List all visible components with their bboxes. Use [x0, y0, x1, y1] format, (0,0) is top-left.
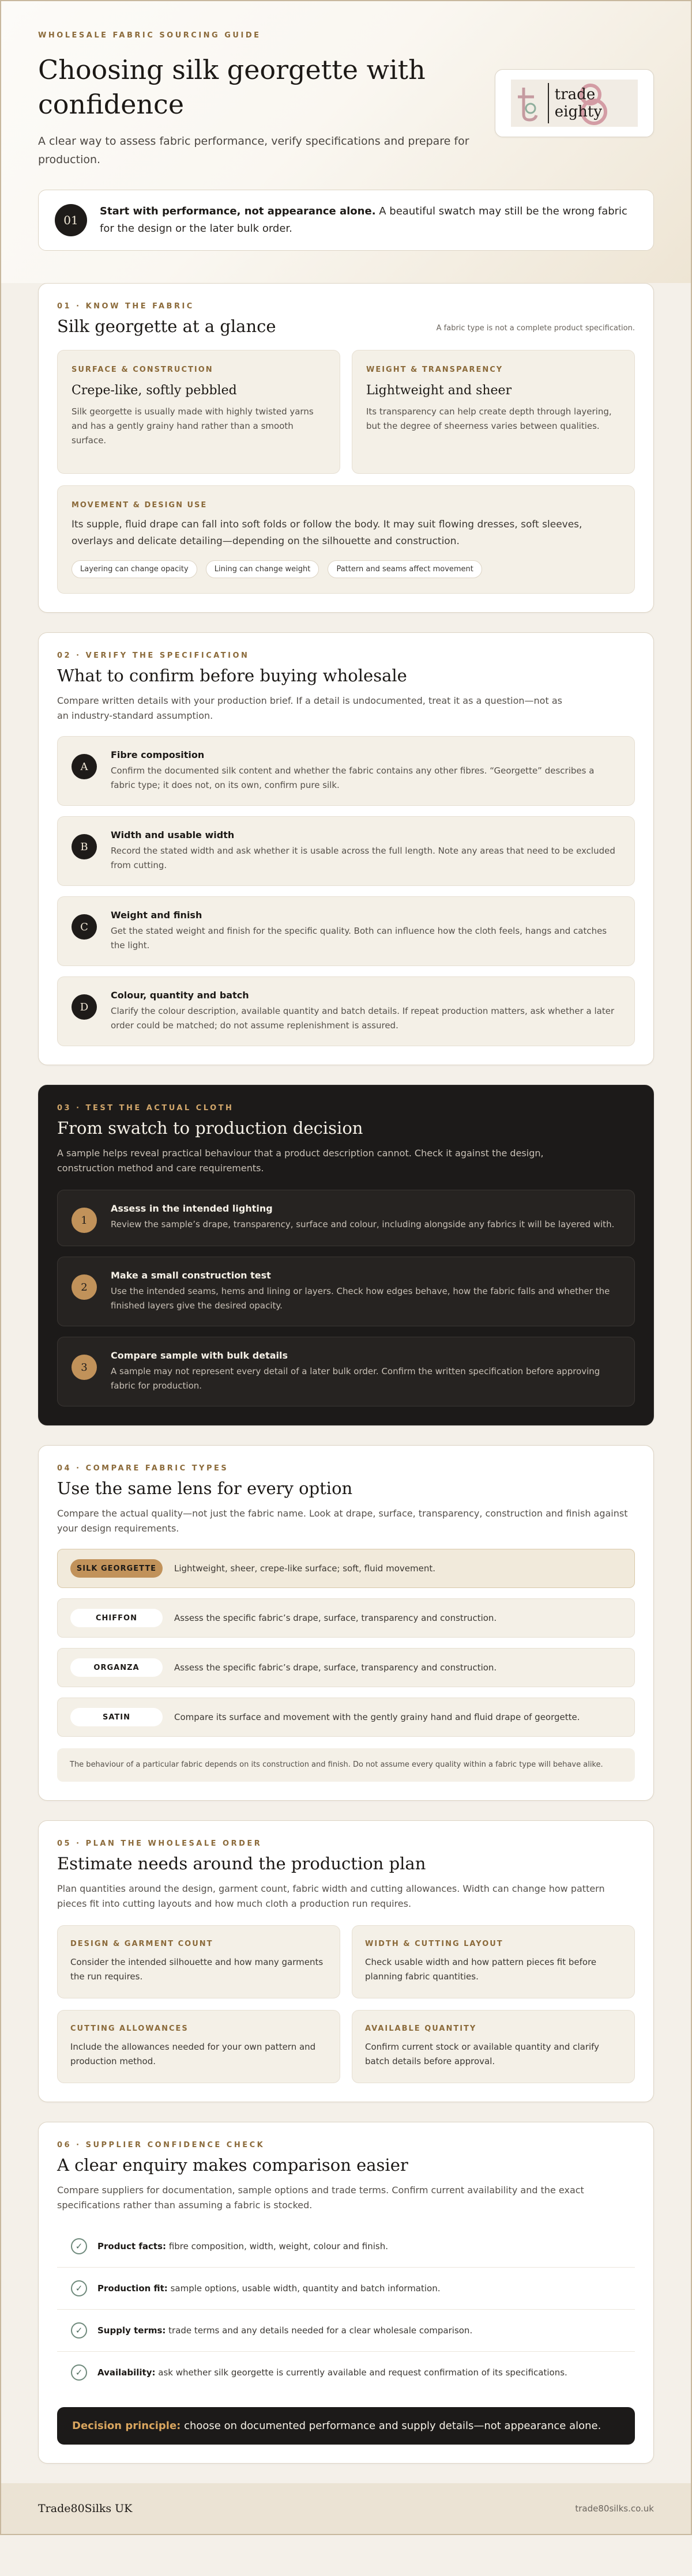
tile-title: Lightweight and sheer [366, 383, 512, 398]
checklist-item [57, 2310, 635, 2352]
fabric-tag: CHIFFON [70, 1609, 163, 1627]
section-kicker: 05 · PLAN THE WHOLESALE ORDER [57, 1839, 262, 1848]
step-title: Make a small construction test [111, 1270, 271, 1281]
section-intro: Compare the actual quality—not just the fabric name. Look at drape, surface, transparency, construction and finish against your design requirements. [57, 1508, 628, 1534]
footer-brand: Trade80Silks UK [38, 2502, 133, 2515]
checklist-item [57, 2226, 635, 2268]
checklist-item [57, 2352, 635, 2393]
check-text: fibre composition, width, weight, colour and finish. [166, 2241, 389, 2251]
step-badge: B [72, 834, 97, 859]
tile-cutting-allowances [57, 2010, 340, 2083]
step-badge: 2 [72, 1274, 97, 1300]
section-note: A fabric type is not a complete product specification. [436, 324, 635, 333]
step-body: Record the stated width and ask whether it is usable across the full length. Note any areas that need to be excluded from cutting. [111, 846, 615, 870]
step-body: Get the stated weight and finish for the specific quality. Both can influence how the cloth feels, hangs and catches the light. [111, 926, 607, 951]
spec-step [57, 976, 635, 1046]
tile-surface-construction [57, 350, 340, 474]
check-text: trade terms and any details needed for a clear wholesale comparison. [166, 2325, 473, 2336]
section-title: What to confirm before buying wholesale [57, 666, 407, 685]
logo-text: trade eighty [554, 86, 603, 120]
pill-layering: Layering can change opacity [72, 560, 197, 578]
tile-body: Include the allowances needed for your own pattern and production method. [70, 2042, 316, 2066]
section-intro: A sample helps reveal practical behaviour that a product description cannot. Check it against the design, construction method and care requirements. [57, 1148, 544, 1174]
step-title: Assess in the intended lighting [111, 1203, 273, 1214]
step-body: A sample may not represent every detail of a later bulk order. Confirm the written specification before approving fabric for production. [111, 1366, 600, 1391]
compare-row-organza[interactable] [57, 1648, 635, 1687]
step-title: Width and usable width [111, 829, 235, 840]
step-title: Compare sample with bulk details [111, 1350, 288, 1361]
test-step [57, 1257, 635, 1326]
step-title: Colour, quantity and batch [111, 990, 249, 1001]
test-step [57, 1337, 635, 1406]
check-label: Production fit: [97, 2283, 168, 2294]
tile-design-garment-count [57, 1925, 340, 1998]
tile-title: Crepe-like, softly pebbled [72, 383, 237, 398]
tile-kicker: WEIGHT & TRANSPARENCY [366, 365, 503, 374]
pill-lining: Lining can change weight [206, 560, 319, 578]
tile-kicker: AVAILABLE QUANTITY [365, 2024, 477, 2033]
compare-row-silk-georgette[interactable] [57, 1549, 635, 1588]
checklist-item [57, 2268, 635, 2310]
tile-movement-design-use [57, 485, 635, 594]
spec-step [57, 816, 635, 886]
tile-kicker: SURFACE & CONSTRUCTION [72, 365, 213, 374]
step-badge: A [72, 754, 97, 779]
check-icon: ✓ [71, 2364, 87, 2381]
fabric-tag: SATIN [70, 1708, 163, 1726]
step-badge: D [72, 994, 97, 1020]
supplier-checklist [57, 2226, 635, 2393]
step-title: Weight and finish [111, 910, 202, 921]
section-know-the-fabric [38, 283, 654, 613]
section-verify-specification [38, 632, 654, 1065]
footer [1, 2483, 691, 2534]
section-title: A clear enquiry makes comparison easier [57, 2155, 408, 2175]
brand-logo[interactable] [495, 69, 654, 137]
fabric-description: Compare its surface and movement with the gently grainy hand and fluid drape of georgette. [174, 1712, 580, 1722]
tile-body: Silk georgette is usually made with highly twisted yarns and has a gently grainy hand rather than a smooth surface. [72, 406, 314, 446]
callout-number: 01 [55, 204, 87, 236]
tile-kicker: WIDTH & CUTTING LAYOUT [365, 1940, 503, 1948]
decision-principle [57, 2407, 635, 2445]
tile-available-quantity [352, 2010, 635, 2083]
section-compare-fabric-types [38, 1445, 654, 1801]
section-title: From swatch to production decision [57, 1118, 363, 1138]
section-supplier-confidence-check [38, 2122, 654, 2464]
fabric-tag: ORGANZA [70, 1658, 163, 1677]
pill-pattern-seams: Pattern and seams affect movement [328, 560, 482, 578]
section-kicker: 02 · VERIFY THE SPECIFICATION [57, 651, 250, 660]
tile-body: Its transparency can help create depth through layering, but the degree of sheerness varies between qualities. [366, 406, 612, 431]
hero-kicker: WHOLESALE FABRIC SOURCING GUIDE [38, 31, 261, 40]
step-body: Confirm the documented silk content and whether the fabric contains any other fibres. “Georgette” describes a fabric type; it does not, on its own, confirm pure silk. [111, 765, 595, 790]
callout-bold: Start with performance, not appearance alone. [100, 205, 376, 217]
callout-text [100, 203, 637, 237]
decision-text: choose on documented performance and supply details—not appearance alone. [180, 2420, 601, 2432]
check-icon: ✓ [71, 2238, 87, 2254]
fabric-description: Assess the specific fabric’s drape, surface, transparency and construction. [174, 1662, 497, 1673]
step-body: Clarify the colour description, available quantity and batch details. If repeat production matters, ask whether a later order could be matched; do not assume replenishment is assured. [111, 1006, 615, 1031]
section-plan-wholesale-order [38, 1820, 654, 2102]
section-intro: Compare suppliers for documentation, sample options and trade terms. Confirm current availability and the exact specifications rather than assuming a fabric is stocked. [57, 2185, 584, 2211]
tile-body: Consider the intended silhouette and how many garments the run requires. [70, 1957, 324, 1982]
check-icon: ✓ [71, 2280, 87, 2296]
check-icon: ✓ [71, 2322, 87, 2339]
step-badge: 1 [72, 1208, 97, 1233]
tile-weight-transparency [352, 350, 635, 474]
spec-step [57, 896, 635, 966]
tile-kicker: DESIGN & GARMENT COUNT [70, 1940, 213, 1948]
step-body: Review the sample’s drape, transparency, surface and colour, including alongside any fabrics it will be layered with. [111, 1219, 615, 1229]
footer-url-link[interactable]: trade80silks.co.uk [575, 2503, 654, 2514]
page-title: Choosing silk georgette with confidence [38, 54, 426, 120]
compare-footnote: The behaviour of a particular fabric depends on its construction and finish. Do not assume every quality within a fabric type will behave alike. [57, 1748, 635, 1782]
fabric-tag: SILK GEORGETTE [70, 1559, 163, 1578]
section-title: Silk georgette at a glance [57, 316, 276, 336]
compare-row-chiffon[interactable] [57, 1598, 635, 1638]
tile-body: Its supple, fluid drape can fall into soft folds or follow the body. It may suit flowing dresses, soft sleeves, overlays and delicate detailing—depending on the silhouette and construction. [72, 519, 582, 547]
check-label: Supply terms: [97, 2325, 166, 2336]
tile-body: Check usable width and how pattern pieces fit before planning fabric quantities. [365, 1957, 597, 1982]
section-intro: Compare written details with your production brief. If a detail is undocumented, treat it as a question—not as an industry-standard assumption. [57, 695, 562, 721]
section-title: Use the same lens for every option [57, 1479, 353, 1498]
hero-subtitle: A clear way to assess fabric performance, verify specifications and prepare for production. [38, 135, 469, 166]
check-label: Availability: [97, 2367, 156, 2378]
section-kicker: 01 · KNOW THE FABRIC [57, 302, 194, 311]
check-label: Product facts: [97, 2241, 167, 2251]
section-kicker: 03 · TEST THE ACTUAL CLOTH [57, 1104, 234, 1112]
step-badge: 3 [72, 1355, 97, 1380]
hero [1, 1, 691, 283]
tile-kicker: CUTTING ALLOWANCES [70, 2024, 189, 2033]
logo-mark-icon [511, 80, 548, 127]
step-badge: C [72, 914, 97, 940]
check-text: ask whether silk georgette is currently available and request confirmation of its specifications. [155, 2367, 567, 2378]
section-kicker: 06 · SUPPLIER CONFIDENCE CHECK [57, 2141, 265, 2149]
callout-body: A beautiful swatch may still be the wrong fabric for the design or the later bulk order. [100, 205, 627, 235]
step-body: Use the intended seams, hems and lining or layers. Check how edges behave, how the fabric falls and whether the finished layers give the desired opacity. [111, 1286, 610, 1311]
check-text: sample options, usable width, quantity and batch information. [167, 2283, 441, 2294]
section-test-actual-cloth [38, 1085, 654, 1425]
step-title: Fibre composition [111, 749, 205, 760]
spec-step [57, 736, 635, 806]
fabric-description: Assess the specific fabric’s drape, surface, transparency and construction. [174, 1613, 497, 1623]
compare-row-satin[interactable] [57, 1698, 635, 1737]
tile-body: Confirm current stock or available quantity and clarify batch details before approval. [365, 2042, 600, 2066]
section-kicker: 04 · COMPARE FABRIC TYPES [57, 1464, 229, 1473]
tile-width-cutting-layout [352, 1925, 635, 1998]
section-intro: Plan quantities around the design, garment count, fabric width and cutting allowances. Width can change how pattern pieces fit into cutting layouts and how much cloth a production run requires. [57, 1883, 605, 1909]
fabric-description: Lightweight, sheer, crepe-like surface; soft, fluid movement. [174, 1563, 435, 1574]
section-title: Estimate needs around the production plan [57, 1854, 426, 1873]
decision-label: Decision principle: [72, 2420, 181, 2432]
tile-kicker: MOVEMENT & DESIGN USE [72, 501, 208, 510]
test-step [57, 1190, 635, 1246]
intro-callout [38, 190, 654, 251]
